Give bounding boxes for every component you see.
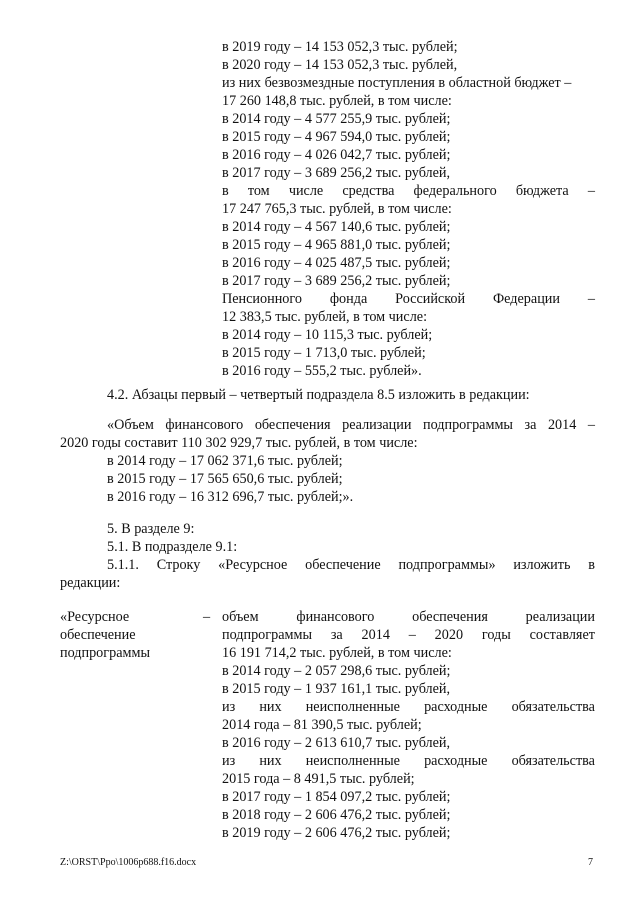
text-line: в 2019 году – 2 606 476,2 тыс. рублей; — [222, 825, 451, 841]
word: неисполненные — [305, 753, 400, 769]
word: «Ресурсное — [218, 557, 288, 573]
word: фонда — [329, 291, 368, 307]
word: неисполненные — [305, 699, 400, 715]
word: подпрограммы» — [398, 557, 496, 573]
text-line: 17 247 765,3 тыс. рублей, в том числе: — [222, 201, 452, 217]
text-line: в 2019 году – 14 153 052,3 тыс. рублей; — [222, 39, 458, 55]
text-line: в 2017 году – 1 854 097,2 тыс. рублей; — [222, 789, 451, 805]
word: расходные — [424, 699, 488, 715]
paragraph-5-1-1 — [107, 556, 595, 574]
word: федерального — [413, 183, 497, 199]
table-dash: – — [203, 609, 211, 625]
justified-line — [107, 416, 595, 434]
text-line: редакции: — [60, 575, 121, 591]
text-line: 2014 года – 81 390,5 тыс. рублей; — [222, 717, 422, 733]
word: числе — [288, 183, 324, 199]
justified-line — [222, 182, 595, 200]
word: в — [588, 557, 595, 573]
word: «Объем — [107, 417, 154, 433]
table-label-line: «Ресурсное — [60, 609, 130, 625]
word: обеспечения — [254, 417, 331, 433]
word: в — [222, 183, 229, 199]
paragraph-5: 5. В разделе 9: — [107, 521, 195, 537]
text-line: в 2015 году – 4 965 881,0 тыс. рублей; — [222, 237, 451, 253]
table-label-line: обеспечение — [60, 627, 136, 643]
footer-file-path: Z:\ORST\Ppo\1006p688.f16.docx — [60, 857, 197, 868]
text-line: из них безвозмездные поступления в областной бюджет – — [222, 75, 572, 91]
text-line: в 2017 году – 3 689 256,2 тыс. рублей; — [222, 273, 451, 289]
word: подпрограммы — [422, 417, 513, 433]
word: – — [587, 417, 595, 433]
justified-line — [222, 698, 595, 716]
word: за — [330, 627, 343, 643]
justified-line — [222, 626, 595, 644]
word: реализации — [342, 417, 412, 433]
text-line: 16 191 714,2 тыс. рублей, в том числе: — [222, 645, 452, 661]
word: 2014 — [361, 627, 390, 643]
word: обязательства — [511, 699, 595, 715]
word: том — [247, 183, 270, 199]
word: реализации — [525, 609, 595, 625]
text-line: в 2014 году – 10 115,3 тыс. рублей; — [222, 327, 433, 343]
text-line: в 2014 году – 17 062 371,6 тыс. рублей; — [107, 453, 343, 469]
word: – — [587, 291, 595, 307]
text-line: в 2015 году – 4 967 594,0 тыс. рублей; — [222, 129, 451, 145]
text-line: в 2018 году – 2 606 476,2 тыс. рублей; — [222, 807, 451, 823]
text-line: в 2015 году – 17 565 650,6 тыс. рублей; — [107, 471, 343, 487]
page-number: 7 — [588, 857, 593, 868]
text-line: в 2016 году – 4 025 487,5 тыс. рублей; — [222, 255, 451, 271]
word: Федерации — [492, 291, 560, 307]
word: составляет — [529, 627, 595, 643]
word: 2014 — [547, 417, 577, 433]
text-line: в 2016 году – 4 026 042,7 тыс. рублей; — [222, 147, 451, 163]
word: из — [222, 699, 236, 715]
word: за — [524, 417, 537, 433]
word: финансового — [165, 417, 244, 433]
word: обеспечение — [305, 557, 381, 573]
table-label-line: подпрограммы — [60, 645, 150, 661]
word: расходные — [424, 753, 488, 769]
text-line: в 2016 году – 16 312 696,7 тыс. рублей;». — [107, 489, 354, 505]
text-line: в 2014 году – 4 577 255,9 тыс. рублей; — [222, 111, 451, 127]
text-line: 2015 года – 8 491,5 тыс. рублей; — [222, 771, 415, 787]
word: финансового — [296, 609, 375, 625]
text-line: 17 260 148,8 тыс. рублей, в том числе: — [222, 93, 452, 109]
word: 2020 — [434, 627, 464, 643]
text-line: в 2016 году – 555,2 тыс. рублей». — [222, 363, 422, 379]
word: 5.1.1. — [107, 557, 139, 573]
paragraph-4-2: 4.2. Абзацы первый – четвертый подраздела 8.5 изложить в редакции: — [107, 387, 530, 403]
text-line: в 2015 году – 1 713,0 тыс. рублей; — [222, 345, 426, 361]
text-line: 12 383,5 тыс. рублей, в том числе: — [222, 309, 428, 325]
word: них — [259, 753, 282, 769]
word: обязательства — [511, 753, 595, 769]
text-line: в 2017 году – 3 689 256,2 тыс. рублей, — [222, 165, 451, 181]
text-line: в 2015 году – 1 937 161,1 тыс. рублей, — [222, 681, 451, 697]
word: объем — [222, 609, 259, 625]
text-line: в 2014 году – 4 567 140,6 тыс. рублей; — [222, 219, 451, 235]
word: – — [587, 183, 595, 199]
word: – — [408, 627, 416, 643]
text-line: в 2016 году – 2 613 610,7 тыс. рублей, — [222, 735, 451, 751]
word: Строку — [156, 557, 201, 573]
word: обеспечения — [412, 609, 488, 625]
word: средства — [342, 183, 395, 199]
justified-line — [222, 290, 595, 308]
word: Пенсионного — [222, 291, 302, 307]
word: бюджета — [515, 183, 569, 199]
text-line: в 2020 году – 14 153 052,3 тыс. рублей, — [222, 57, 458, 73]
word: Российской — [395, 291, 466, 307]
word: изложить — [513, 557, 571, 573]
justified-line — [222, 752, 595, 770]
word: из — [222, 753, 236, 769]
word: годы — [481, 627, 511, 643]
word: подпрограммы — [222, 627, 312, 643]
text-line: 2020 годы составит 110 302 929,7 тыс. рублей, в том числе: — [60, 435, 418, 451]
text-line: в 2014 году – 2 057 298,6 тыс. рублей; — [222, 663, 451, 679]
word: них — [259, 699, 282, 715]
paragraph-5-1: 5.1. В подразделе 9.1: — [107, 539, 238, 555]
justified-line — [222, 608, 595, 626]
